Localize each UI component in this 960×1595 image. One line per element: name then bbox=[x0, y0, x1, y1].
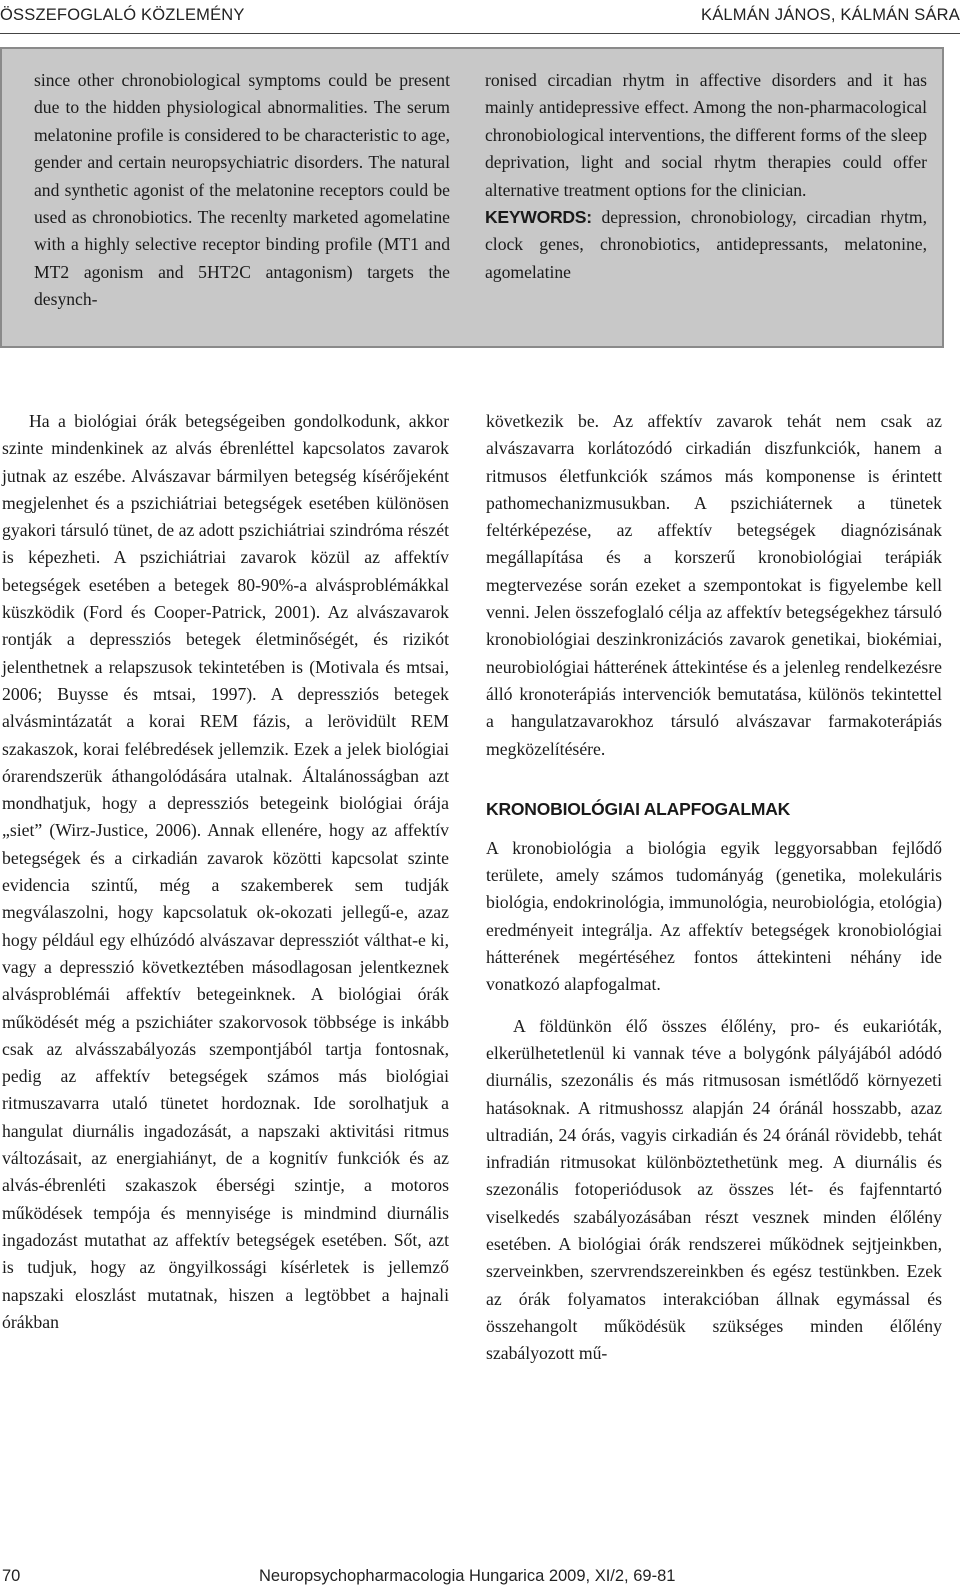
body-paragraph: Ha a biológiai órák betegségeiben gondolkodunk, akkor szinte mindenkinek az alvás ébrenléttel kapcsolatos zavarok jutnak az eszébe. Alvászavar bármilyen betegség kísérőjeként megjelenhet és a pszichiátriai betegségek esetében különösen gyakori társuló tünet, de az adott pszichiátriai szindróma részét is képezheti. A pszichiátriai zavarok közül az affektív betegségek esetében a betegek 80-90%-a alvásproblémákkal küszködik (Ford és Cooper-Patrick, 2001). Az alvászavarok rontják a depressziós betegek életminőségét, és rizikót jelenthetnek a relapszusok tekintetében is (Motivala és mtsai, 2006; Buysse és mtsai, 1997). A depressziós betegek alvásmintázatát a korai REM fázis, a lerövidült REM szakaszok, korai felébredések jellemzik. Ezek a jelek biológiai órarendszerük áthangolódására utalnak. Általánosságban azt mondhatjuk, hogy a depressziós betegeink biológiai órája „siet” (Wirz-Justice, 2006). Annak ellenére, hogy az affektív betegségek és a cirkadián zavarok közötti kapcsolat szinte evidencia szintű, még a szakemberek sem tudják megválaszolni, hogy kapcsolatuk ok-okozati jellegű-e, azaz hogy például egy elhúzódó alvászavar depressziót válthat-e ki, vagy a depresszió következtében másodlagosan jelentkeznek alvásproblémái affektív betegeinknek. A biológiai órák működését még a pszichiáter szakorvosok többsége is inkább csak az alvásszabályozás szempontjából tartja fontosnak, pedig az affektív betegségek számos más biológiai ritmuszavarra utaló tünetet hordoznak. Ide sorolhatjuk a hangulat diurnális ingadozását, a napszaki aktivitási ritmus változásait, az energiahiányt, de a kognitív funkciók és az alvás-ébrenléti szakaszok éberségi szintje, a motoros működések tempója és mennyisége is mindmind diurnális ingadozást mutathat az affektív betegségek esetében. Sőt, azt is tudjuk, hogy az öngyilkossági kísérletek is jellemző napszaki eloszlást mutatnak, hiszen a legtöbbet a hajnali órákban bbox=[2, 411, 449, 1332]
section-heading: KRONOBIOLÓGIAI ALAPFOGALMAK bbox=[486, 798, 791, 819]
body-column-right bbox=[486, 408, 942, 1368]
running-header bbox=[0, 6, 960, 32]
page-number: 70 bbox=[2, 1567, 21, 1585]
section-label: ÖSSZEFOGLALÓ KÖZLEMÉNY bbox=[0, 6, 245, 24]
abstract-paragraph: since other chronobiological symptoms could be present due to the hidden physiological abnormalities. The serum melatonine profile is considered to be characteristic to age, gender and certain neuropsychiatric disorders. The natural and synthetic agonist of the melatonine receptors could be used as chronobiotics. The recenlty marketed agomelatine with a highly selective receptor binding profile (MT1 and MT2 agonism and 5HT2C antagonism) targets the desynch- bbox=[34, 70, 450, 310]
abstract-paragraph-continued: ronised circadian rhytm in affective disorders and it has mainly antidepressive effect. Among the non-pharmacological chronobiological interventions, the different forms of the sleep deprivation, light and social rhytm therapies could offer alternative treatment options for the clinician. bbox=[485, 70, 927, 200]
paragraph-gap bbox=[486, 999, 942, 1013]
keywords-label: KEYWORDS: bbox=[485, 207, 592, 228]
author-names: KÁLMÁN JÁNOS, KÁLMÁN SÁRA bbox=[701, 6, 960, 24]
keywords-line bbox=[485, 204, 927, 286]
keywords-text: depression, chronobiology, circadian rhytm, clock genes, chronobiotics, antidepressants, melatonine, agomelatine bbox=[485, 207, 927, 282]
page-footer bbox=[0, 1567, 960, 1591]
abstract-column-right bbox=[485, 67, 927, 286]
abstract-column-left bbox=[34, 67, 450, 314]
body-paragraph: következik be. Az affektív zavarok tehát nem csak az alvászavarra korlátozódó cirkadián diszfunkciók, hanem a ritmusos életfunkciók számos más komponense is érintett pathomechanizmusukban. A pszichiáternek a tünetek feltérképezése, az affektív betegségek diagnózisának megállapítása és a korszerű kronobiológiai terápiák megtervezése során ezeket a szempontokat is figyelembe kell venni. Jelen összefoglaló célja az affektív betegségekhez társuló kronobiológiai deszinkronizációs zavarok genetikai, biokémiai, neurobiológiai hátterének áttekintése és a jelenleg rendelkezésre álló kronoterápiás intervenciók bemutatása, különös tekintettel a hangulatzavarokhoz társuló alvászavar farmakoterápiás megközelítésére. bbox=[486, 411, 942, 759]
body-paragraph: A földünkön élő összes élőlény, pro- és eukarióták, elkerülhetetlenül ki vannak téve a bolygónk pályájából adódó diurnális, szezonális és más ritmusosan ismétlődő környezeti hatásoknak. A ritmushossz alapján 24 óránál hosszabb, azaz ultradián, 24 órás, vagyis cirkadián és 24 óránál rövidebb, tehát infradián ritmusokat különböztethetünk meg. A diurnális és szezonális fotoperiódusok az összes lét- és fajfenntartó viselkedés szabályozásában részt vesznek minden élőlény esetében. A biológiai órák rendszerei működnek sejtjeinkben, szerveinkben, szervrendszereinkben és egész testünkben. Ezek az órák folyamatos interakcióban állnak egymással és összehangolt működésük szükséges minden élőlény szabályozott mű- bbox=[486, 1015, 942, 1364]
journal-citation: Neuropsychopharmacologia Hungarica 2009, XI/2, 69-81 bbox=[259, 1567, 676, 1585]
body-column-left bbox=[2, 408, 449, 1336]
abstract-box bbox=[0, 47, 944, 348]
header-rule bbox=[0, 33, 960, 34]
body-paragraph: A kronobiológia a biológia egyik leggyorsabban fejlődő területe, amely számos tudományág (genetika, molekuláris biológia, endokrinológia, immunológia, neurobiológia, etológia) eredményeit integrálja. Az affektív betegségek kronobiológiai hátterének megértéséhez fontos áttekinteni néhány ide vonatkozó alapfogalmat. bbox=[486, 837, 942, 995]
